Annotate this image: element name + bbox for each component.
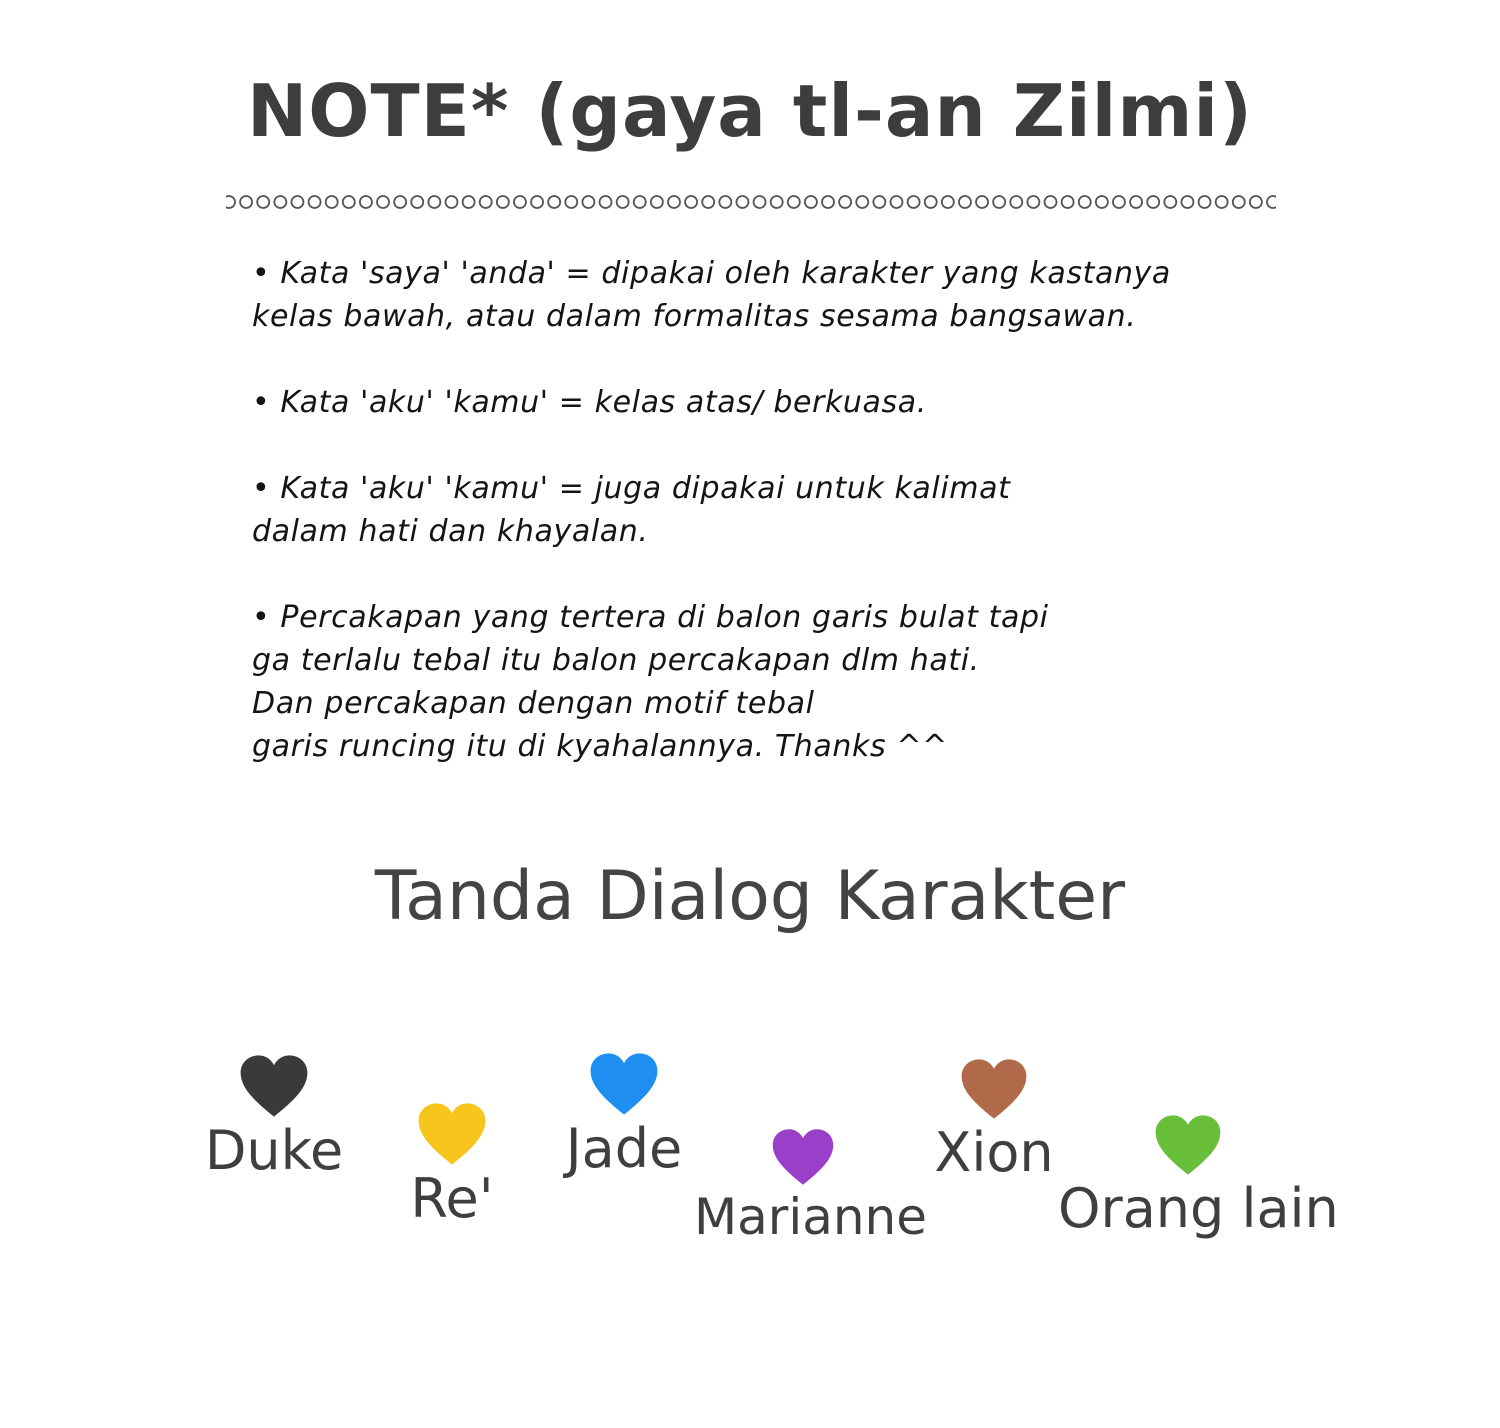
divider-dot bbox=[497, 196, 509, 208]
divider-dot bbox=[1027, 196, 1039, 208]
divider-dot bbox=[822, 196, 834, 208]
divider-dot bbox=[326, 196, 338, 208]
divider-dot bbox=[685, 196, 697, 208]
divider-dot bbox=[1130, 196, 1142, 208]
divider-dot bbox=[993, 196, 1005, 208]
note-line: garis runcing itu di kyahalannya. Thanks ^^ bbox=[252, 729, 948, 764]
divider-dot bbox=[788, 196, 800, 208]
divider-dot bbox=[925, 196, 937, 208]
character-jade bbox=[556, 1052, 692, 1180]
note-line: Dan percakapan dengan motif tebal bbox=[252, 686, 815, 721]
divider-dot bbox=[771, 196, 783, 208]
divider-dot bbox=[651, 196, 663, 208]
divider-dot bbox=[480, 196, 492, 208]
divider-dot bbox=[377, 196, 389, 208]
divider-dot bbox=[719, 196, 731, 208]
divider-dot bbox=[702, 196, 714, 208]
divider-dot bbox=[343, 196, 355, 208]
section-heading: Tanda Dialog Karakter bbox=[374, 857, 1126, 936]
character-duke bbox=[204, 1054, 344, 1182]
divider-dot bbox=[839, 196, 851, 208]
divider-dot bbox=[754, 196, 766, 208]
notes-section bbox=[252, 252, 1312, 811]
divider-dot bbox=[240, 196, 252, 208]
divider-dot bbox=[582, 196, 594, 208]
divider-dot bbox=[531, 196, 543, 208]
divider-dot bbox=[634, 196, 646, 208]
character-marianne bbox=[694, 1128, 928, 1246]
page-title: NOTE* (gaya tl-an Zilmi) bbox=[247, 69, 1253, 153]
divider-dot bbox=[360, 196, 372, 208]
divider-dot bbox=[257, 196, 269, 208]
divider-dot bbox=[1079, 196, 1091, 208]
character-name: Xion bbox=[934, 1121, 1054, 1184]
character-name: Re' bbox=[410, 1167, 494, 1230]
note-line: • Kata 'saya' 'anda' = dipakai oleh karakter yang kastanya bbox=[252, 256, 1171, 291]
divider-dot bbox=[411, 196, 423, 208]
divider-dot bbox=[565, 196, 577, 208]
note-item bbox=[252, 252, 1312, 338]
note-line: • Percakapan yang tertera di balon garis bulat tapi bbox=[252, 600, 1049, 635]
divider-dot bbox=[736, 196, 748, 208]
divider-dot bbox=[1062, 196, 1074, 208]
character-name: Jade bbox=[565, 1117, 683, 1180]
green-heart-icon bbox=[1154, 1114, 1222, 1176]
divider-dot bbox=[1216, 196, 1228, 208]
divider-dot bbox=[1267, 196, 1276, 208]
divider-dot bbox=[1233, 196, 1245, 208]
character-name: Marianne bbox=[694, 1188, 928, 1246]
note-item bbox=[252, 596, 1312, 768]
divider-dot bbox=[1250, 196, 1262, 208]
divider-dot bbox=[856, 196, 868, 208]
divider-dot bbox=[805, 196, 817, 208]
divider-dot bbox=[1045, 196, 1057, 208]
divider-dot bbox=[394, 196, 406, 208]
divider-dot bbox=[291, 196, 303, 208]
divider-dot bbox=[274, 196, 286, 208]
yellow-heart-icon bbox=[417, 1102, 487, 1166]
blue-heart-icon bbox=[589, 1052, 659, 1116]
note-line: • Kata 'aku' 'kamu' = kelas atas/ berkuasa. bbox=[252, 385, 927, 420]
divider-dot bbox=[668, 196, 680, 208]
divider-dot bbox=[514, 196, 526, 208]
character-re bbox=[396, 1102, 508, 1230]
divider-dot bbox=[908, 196, 920, 208]
divider-dot bbox=[873, 196, 885, 208]
divider-dot bbox=[959, 196, 971, 208]
note-item bbox=[252, 467, 1312, 553]
purple-heart-icon bbox=[771, 1128, 835, 1186]
divider-dot bbox=[1181, 196, 1193, 208]
character-name: Orang lain bbox=[1058, 1177, 1339, 1240]
divider-dot bbox=[976, 196, 988, 208]
note-line: ga terlalu tebal itu balon percakapan dlm hati. bbox=[252, 643, 980, 678]
divider-dot bbox=[600, 196, 612, 208]
divider-dot bbox=[942, 196, 954, 208]
divider-dot bbox=[617, 196, 629, 208]
character-name: Duke bbox=[204, 1119, 344, 1182]
character-orang-lain bbox=[1058, 1114, 1339, 1240]
divider-dot bbox=[463, 196, 475, 208]
note-line: dalam hati dan khayalan. bbox=[252, 514, 649, 549]
divider-dot bbox=[309, 196, 321, 208]
divider-dot bbox=[1147, 196, 1159, 208]
divider-dot bbox=[428, 196, 440, 208]
divider-dot bbox=[548, 196, 560, 208]
note-line: • Kata 'aku' 'kamu' = juga dipakai untuk kalimat bbox=[252, 471, 1011, 506]
character-xion bbox=[930, 1058, 1058, 1184]
divider-dot bbox=[226, 196, 235, 208]
note-line: kelas bawah, atau dalam formalitas sesama bangsawan. bbox=[252, 299, 1137, 334]
dotted-divider bbox=[226, 192, 1276, 212]
divider-dot bbox=[1199, 196, 1211, 208]
divider-dot bbox=[1164, 196, 1176, 208]
note-item bbox=[252, 381, 1312, 424]
divider-dot bbox=[890, 196, 902, 208]
divider-dot bbox=[1096, 196, 1108, 208]
divider-dot bbox=[1113, 196, 1125, 208]
black-heart-icon bbox=[239, 1054, 309, 1118]
divider-dot bbox=[1010, 196, 1022, 208]
divider-dot bbox=[445, 196, 457, 208]
brown-heart-icon bbox=[960, 1058, 1028, 1120]
